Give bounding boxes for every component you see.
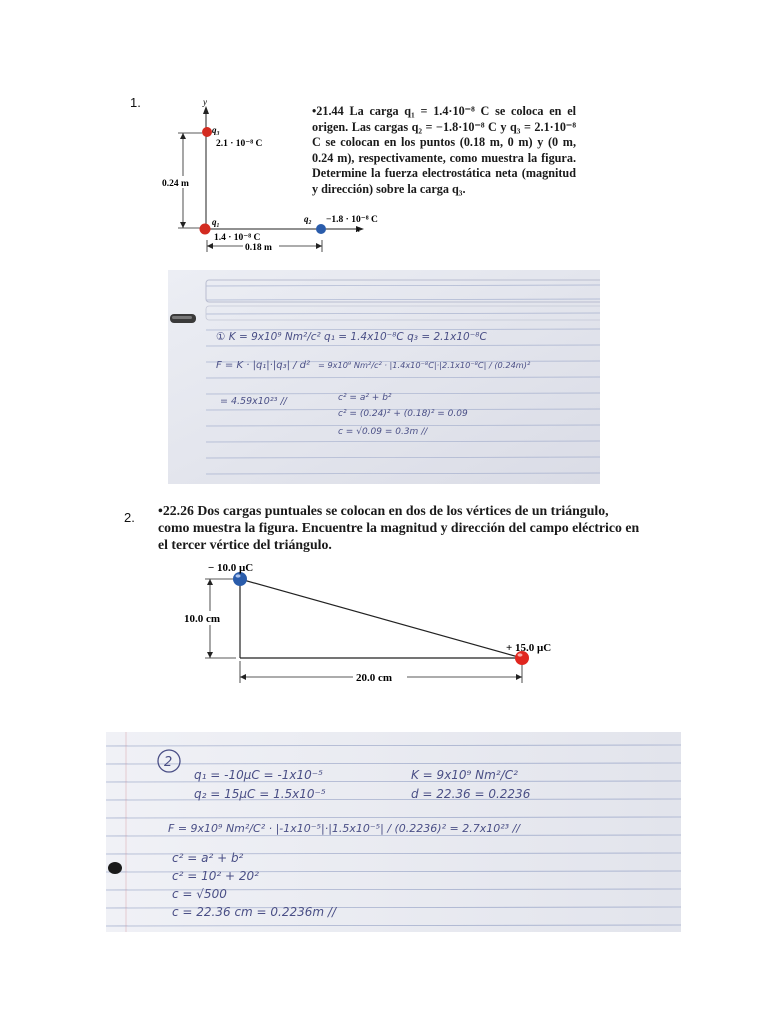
dim-vertical-label: 0.24 m — [162, 179, 189, 189]
problem-2-statement: Dos cargas puntuales se colocan en dos de los vértices de un triángulo, como muestra la figura. Encuentre la magnitud y dirección del campo eléctrico en el tercer vértice del triángulo. — [158, 503, 640, 552]
problem-2-number: 2. — [124, 510, 135, 525]
notes-photo-2 — [106, 732, 681, 932]
notes-2-line2b: d = 22.36 = 0.2236 — [411, 787, 531, 801]
base-label: 20.0 cm — [356, 672, 393, 684]
dim-horizontal-label: 0.18 m — [245, 243, 272, 253]
notes-1-line6: c = √0.09 = 0.3m // — [338, 427, 428, 437]
notes-1-line1: ① K = 9x10⁹ Nm²/c² q₁ = 1.4x10⁻⁸C q₃ = 2.1x10⁻⁸C — [216, 331, 487, 343]
notes-1-line5: c² = (0.24)² + (0.18)² = 0.09 — [338, 409, 468, 419]
notes-2-paper — [106, 732, 681, 932]
notes-2-line6: c = √500 — [172, 887, 227, 901]
notes-1-line2a: F = K · |q₁|·|q₃| / d² — [216, 360, 311, 371]
notes-2-line1b: K = 9x10⁹ Nm²/C² — [411, 768, 518, 782]
q1-value: 1.4 · 10⁻⁸ C — [214, 233, 261, 243]
y-axis-label: y — [203, 97, 207, 107]
q2-value: −1.8 · 10⁻⁸ C — [326, 215, 378, 225]
q3-value: 2.1 · 10⁻⁸ C — [216, 139, 263, 149]
binder-hole — [108, 862, 122, 874]
problem-1-tag: •21.44 — [312, 104, 344, 118]
q1-label: q₁ — [212, 217, 220, 227]
notes-1-line4: c² = a² + b² — [338, 393, 392, 403]
q2-label: q₂ — [304, 214, 312, 224]
notes-2-line1a: q₁ = -10μC = -1x10⁻⁵ — [194, 768, 323, 782]
circled-number-text: 2 — [164, 755, 173, 770]
q3-label: q₃ — [212, 125, 220, 135]
notes-1-line3: = 4.59x10²³ // — [220, 396, 287, 407]
problem-1-number: 1. — [130, 95, 141, 110]
notes-2-line4: c² = a² + b² — [172, 851, 244, 865]
problem-2-tag: •22.26 — [158, 503, 194, 518]
triangle-hypotenuse — [240, 579, 522, 658]
charge-right-label: + 15.0 μC — [506, 642, 552, 654]
notes-2-line7: c = 22.36 cm = 0.2236m // — [172, 905, 336, 919]
problem-1-statement: La carga q₁ = 1.4·10⁻⁸ C se coloca en el origen. Las cargas q₂ = −1.8·10⁻⁸ C y q₃ = 2.1·10⁻⁸ C se colocan en los puntos (0.18 m, 0 m) y (0 m, 0.24 m), respectivamente, como muestra la figura. Determine la fuerza electrostática neta (magnitud y dirección) sobre la carga q₃. — [312, 104, 576, 196]
notes-2-line5: c² = 10² + 20² — [172, 869, 259, 883]
notes-2-line3: F = 9x10⁹ Nm²/C² · |-1x10⁻⁵|·|1.5x10⁻⁵| / (0.2236)² = 2.7x10²³ // — [168, 822, 520, 835]
charge-negative — [233, 572, 247, 586]
x-axis-label: x — [356, 224, 360, 234]
charge-top-label: − 10.0 μC — [208, 562, 254, 574]
notes-1-line2b: = 9x10⁹ Nm²/c² · |1.4x10⁻⁸C|·|2.1x10⁻⁸C| / (0.24m)² — [318, 360, 531, 370]
height-label: 10.0 cm — [184, 613, 221, 625]
notes-2-line2a: q₂ = 15μC = 1.5x10⁻⁵ — [194, 787, 326, 801]
